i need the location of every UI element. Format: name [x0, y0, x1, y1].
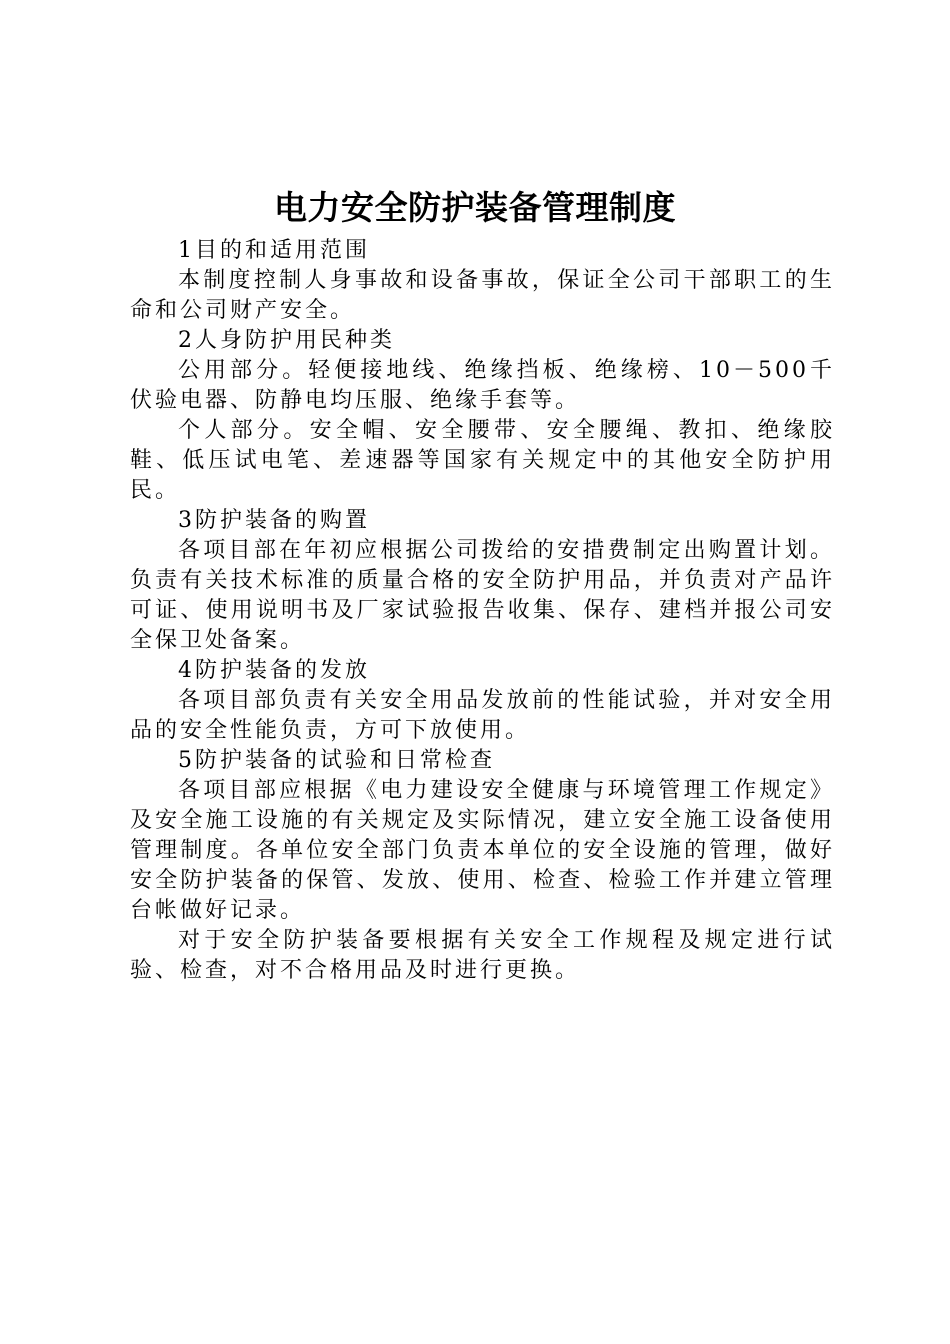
- section-heading-distribution: 4防护装备的发放: [178, 658, 370, 683]
- document-body: [130, 236, 835, 986]
- paragraph: 各项目部负责有关安全用品发放前的性能试验，并对安全用品的安全性能负责，方可下放使用。: [130, 688, 835, 743]
- document-title: 电力安全防护装备管理制度: [274, 188, 676, 227]
- paragraph: 对于安全防护装备要根据有关安全工作规程及规定进行试验、检查，对不合格用品及时进行更换。: [130, 928, 835, 983]
- section-heading-inspection: 5防护装备的试验和日常检查: [178, 748, 495, 773]
- paragraph: 本制度控制人身事故和设备事故，保证全公司干部职工的生命和公司财产安全。: [130, 268, 835, 323]
- section-heading-purpose: 1目的和适用范围: [178, 238, 370, 263]
- paragraph: 各项目部应根据《电力建设安全健康与环境管理工作规定》及安全施工设施的有关规定及实际情况，建立安全施工设备使用管理制度。各单位安全部门负责本单位的安全设施的管理，做好安全防护装备的保管、发放、使用、检查、检验工作并建立管理台帐做好记录。: [130, 778, 835, 923]
- section-heading-purchase: 3防护装备的购置: [178, 508, 370, 533]
- paragraph: 公用部分。轻便接地线、绝缘挡板、绝缘榜、10－500千伏验电器、防静电均压服、绝缘手套等。: [130, 358, 835, 413]
- section-heading-types: 2人身防护用民种类: [178, 328, 395, 353]
- paragraph: 个人部分。安全帽、安全腰带、安全腰绳、教扣、绝缘胶鞋、低压试电笔、差速器等国家有关规定中的其他安全防护用民。: [130, 418, 835, 503]
- paragraph: 各项目部在年初应根据公司拨给的安措费制定出购置计划。负责有关技术标准的质量合格的安全防护用品，并负责对产品许可证、使用说明书及厂家试验报告收集、保存、建档并报公司安全保卫处备案。: [130, 538, 835, 653]
